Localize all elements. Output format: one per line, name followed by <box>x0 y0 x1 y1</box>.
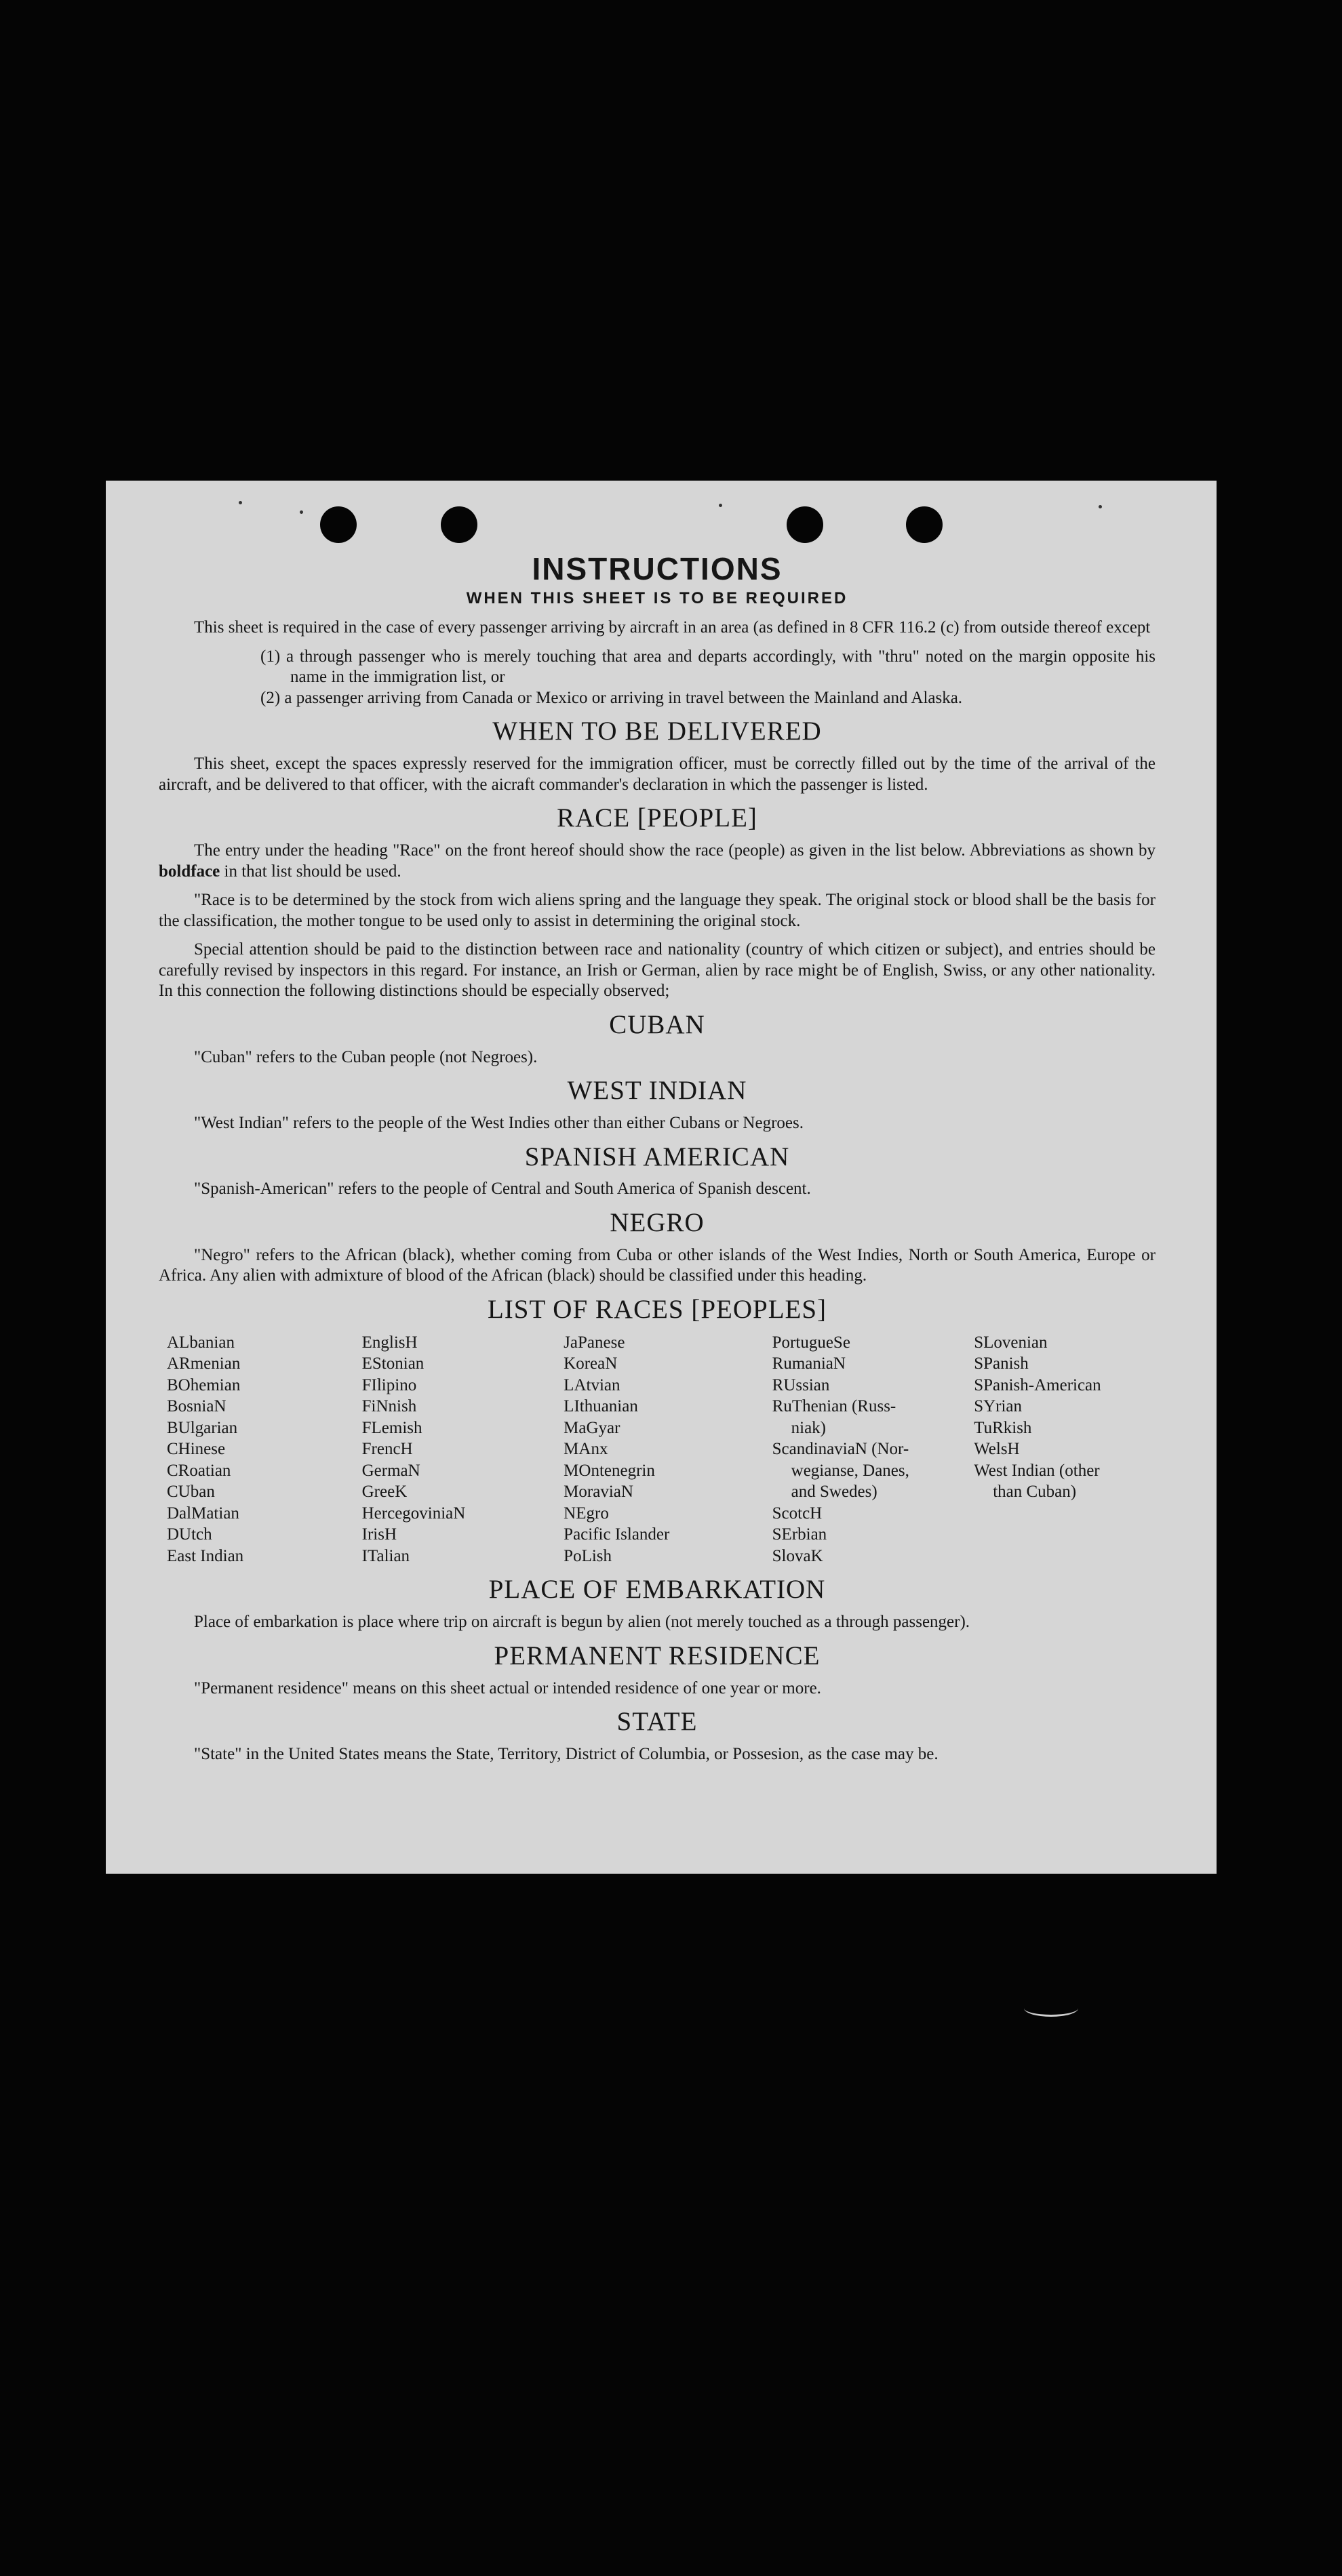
race-entry: TuRkish <box>974 1418 1032 1437</box>
race-entry: PortugueSe <box>772 1333 850 1352</box>
race-entry: DUtch <box>167 1525 212 1544</box>
race-entry: FiNnish <box>361 1397 417 1416</box>
race-entry: CUban <box>167 1483 215 1502</box>
paper-speck <box>1099 505 1102 508</box>
race-entry: ITalian <box>361 1546 410 1565</box>
race-entry: MaGyar <box>564 1418 620 1437</box>
exception-list <box>159 647 1156 709</box>
race-entry: MoraviaN <box>564 1483 633 1502</box>
section-heading-negro: NEGRO <box>610 1207 705 1237</box>
section-heading-embarkation: PLACE OF EMBARKATION <box>488 1575 826 1605</box>
state-paragraph: "State" in the United States means the State, Territory, District of Columbia, or Possesion, as the case may be. <box>194 1745 939 1764</box>
paper-speck <box>239 501 242 504</box>
race-entry: SPanish <box>974 1354 1029 1373</box>
spanish-american-paragraph: "Spanish-American" refers to the people of Central and South America of Spanish descent. <box>194 1180 811 1199</box>
race-entry: FrencH <box>361 1440 413 1459</box>
race-entry-continued: than Cuban) <box>993 1483 1077 1502</box>
race-column <box>564 1332 772 1567</box>
race-entry: CRoatian <box>167 1461 231 1480</box>
section-heading-state: STATE <box>616 1707 698 1737</box>
race-entry: GreeK <box>361 1483 408 1502</box>
residence-paragraph: "Permanent residence" means on this sheet actual or intended residence of one year or more. <box>194 1678 821 1697</box>
section-heading-west-indian: WEST INDIAN <box>567 1076 747 1106</box>
race-entry: SPanish-American <box>974 1375 1101 1394</box>
race-entry: SYrian <box>974 1397 1023 1416</box>
race-entry: FLemish <box>361 1418 422 1437</box>
race-entry: ALbanian <box>167 1333 235 1352</box>
race-entry-continued: niak) <box>791 1418 827 1437</box>
race-entry: EnglisH <box>361 1333 418 1352</box>
race-entry: Pacific Islander <box>564 1525 670 1544</box>
scan-artifact-mark <box>1024 2000 1078 2017</box>
race-entry: RuThenian (Russ- <box>772 1397 896 1416</box>
race-entry: ScotcH <box>772 1504 823 1523</box>
race-entry: LIthuanian <box>564 1397 638 1416</box>
race-entry: DalMatian <box>167 1504 239 1523</box>
exception-item: (1) a through passenger who is merely touching that area and departs accordingly, with "thru" noted on the margin opposite his name in the immigration list, or <box>260 647 1156 687</box>
race-entry: ScandinaviaN (Nor- <box>772 1440 909 1459</box>
race-entry-continued: wegianse, Danes, <box>791 1461 909 1480</box>
race-entry: GermaN <box>361 1461 420 1480</box>
race-entry: West Indian (other <box>974 1461 1100 1480</box>
race-entry: SlovaK <box>772 1546 823 1565</box>
section-heading-race: RACE [PEOPLE] <box>557 803 757 833</box>
race-entry: BUlgarian <box>167 1418 238 1437</box>
punch-hole-3 <box>787 506 823 543</box>
west-indian-paragraph: "West Indian" refers to the people of the West Indies other than either Cubans or Negroes. <box>194 1114 804 1133</box>
race-entry: SErbian <box>772 1525 827 1544</box>
punch-hole-4 <box>906 506 943 543</box>
race-entry: BOhemian <box>167 1375 241 1394</box>
race-entry: CHinese <box>167 1440 226 1459</box>
race-entry: SLovenian <box>974 1333 1048 1352</box>
section-heading-cuban: CUBAN <box>609 1009 705 1039</box>
race-entry: RUssian <box>772 1375 830 1394</box>
race-entry: ARmenian <box>167 1354 241 1373</box>
race-entry: NEgro <box>564 1504 609 1523</box>
delivered-paragraph: This sheet, except the spaces expressly reserved for the immigration officer, must be correctly filled out by the time of the arrival of the aircraft, and be delivered to that officer, with the aicraft commander's declaration in which the passenger is listed. <box>159 754 1156 794</box>
race-entry: HercegoviniaN <box>361 1504 466 1523</box>
cuban-paragraph: "Cuban" refers to the Cuban people (not Negroes). <box>194 1047 538 1066</box>
race-entry: RumaniaN <box>772 1354 846 1373</box>
section-heading-races: LIST OF RACES [PEOPLES] <box>487 1294 827 1324</box>
race-entry: BosniaN <box>167 1397 226 1416</box>
embarkation-paragraph: Place of embarkation is place where trip on aircraft is begun by alien (not merely touched as a through passenger). <box>194 1613 970 1632</box>
race-entry: LAtvian <box>564 1375 620 1394</box>
punch-hole-2 <box>441 506 477 543</box>
race-list <box>159 1332 1156 1567</box>
race-paragraph-2: "Race is to be determined by the stock from wich aliens spring and the language they speak. The original stock or blood shall be the basis for the classification, the mother tongue to be used only to assist in determining the original stock. <box>159 891 1156 930</box>
section-heading-spanish-american: SPANISH AMERICAN <box>524 1142 790 1171</box>
race-entry: WelsH <box>974 1440 1020 1459</box>
race-entry: KoreaN <box>564 1354 618 1373</box>
race-p1-start: The entry under the heading "Race" on the front hereof should show the race (people) as given in the list below. Abbreviations as shown by <box>194 841 1156 860</box>
race-column <box>167 1332 362 1567</box>
race-entry: East Indian <box>167 1546 244 1565</box>
boldface-word: boldface <box>159 862 220 881</box>
race-column <box>362 1332 564 1567</box>
punch-hole-1 <box>320 506 357 543</box>
paper-speck <box>719 504 722 507</box>
race-entry: EStonian <box>361 1354 425 1373</box>
race-entry: MAnx <box>564 1440 608 1459</box>
race-column <box>772 1332 974 1567</box>
race-entry: FIlipino <box>361 1375 417 1394</box>
race-p1-end: in that list should be used. <box>224 862 401 881</box>
instruction-sheet <box>106 481 1217 1874</box>
intro-paragraph: This sheet is required in the case of every passenger arriving by aircraft in an area (as defined in 8 CFR 116.2 (c) from outside thereof except <box>194 618 1151 637</box>
race-entry-continued: and Swedes) <box>791 1483 877 1502</box>
section-heading-delivered: WHEN TO BE DELIVERED <box>492 717 822 746</box>
race-entry: IrisH <box>361 1525 397 1544</box>
race-entry: JaPanese <box>564 1333 625 1352</box>
race-paragraph-1 <box>159 841 1156 882</box>
race-entry: MOntenegrin <box>564 1461 655 1480</box>
negro-paragraph: "Negro" refers to the African (black), whether coming from Cuba or other islands of the West Indies, North or South America, Europe or Africa. Any alien with admixture of blood of the African (black) should be classified under this heading. <box>159 1245 1156 1285</box>
section-heading-residence: PERMANENT RESIDENCE <box>494 1641 821 1670</box>
page-subtitle: WHEN THIS SHEET IS TO BE REQUIRED <box>466 589 848 608</box>
page-title: INSTRUCTIONS <box>532 551 783 586</box>
exception-item: (2) a passenger arriving from Canada or Mexico or arriving in travel between the Mainland and Alaska. <box>260 688 963 707</box>
race-entry: PoLish <box>564 1546 612 1565</box>
paper-speck <box>300 510 303 514</box>
race-column <box>974 1332 1156 1567</box>
race-paragraph-3: Special attention should be paid to the distinction between race and nationality (country of which citizen or subject), and entries should be carefully revised by inspectors in this regard. For instance, an Irish or German, alien by race might be of English, Swiss, or any other nationality. In this connection the following distinctions should be especially observed; <box>159 940 1156 1001</box>
